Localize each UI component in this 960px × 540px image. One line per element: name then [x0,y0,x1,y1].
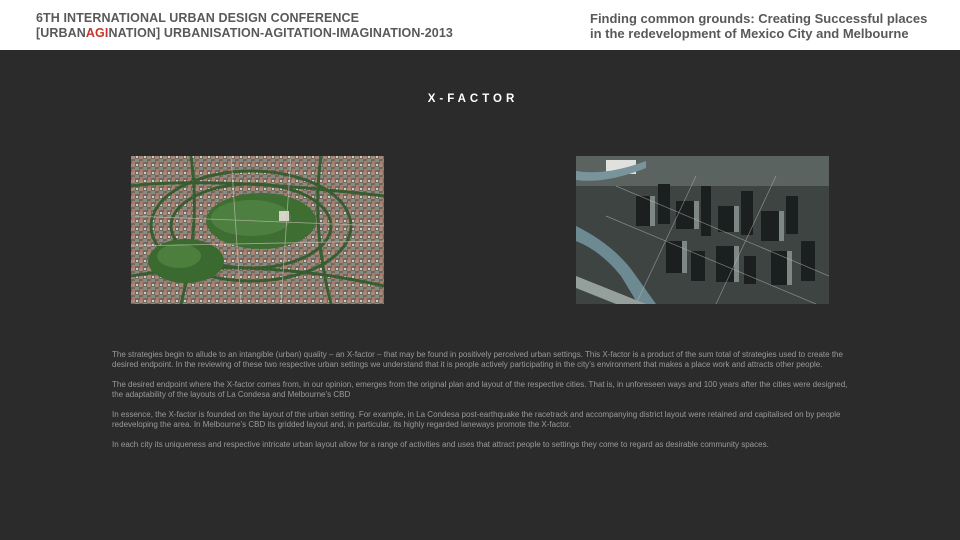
conference-line-2-post: NATION] URBANISATION-AGITATION-IMAGINATION-2013 [108,26,453,40]
conference-line-2-pre: [URBAN [36,26,86,40]
body-text [112,350,857,460]
body-paragraph-3: In essence, the X-factor is founded on the layout of the urban setting. For example, in La Condesa post-earthquake the racetrack and accompanying district layout were retained and capitalised on by people redeveloping the area. In Melbourne’s CBD its gridded layout and, in particular, its highly regarded laneways promote the X-factor. [112,410,841,429]
conference-line-2 [36,26,453,41]
subtitle-line-2: in the redevelopment of Mexico City and Melbourne [590,26,909,41]
conference-accent: AGI [85,26,109,40]
body-paragraph-4: In each city its uniqueness and respective intricate urban layout allow for a range of activities and uses that attract people to settings they come to regard as desirable community spaces. [112,440,769,449]
aerial-photo-la-condesa [131,156,384,304]
paper-subtitle [590,11,927,41]
conference-title [36,11,453,41]
slide-title: X-FACTOR [427,93,519,105]
conference-line-1: 6TH INTERNATIONAL URBAN DESIGN CONFERENCE [36,11,360,25]
subtitle-line-1: Finding common grounds: Creating Successful places [590,11,928,26]
body-paragraph-2: The desired endpoint where the X-factor comes from, in our opinion, emerges from the original plan and layout of the respective cities. That is, in unforeseen ways and 100 years after the cities were designed, the adaptability of the layouts of La Condesa and Melbourne’s CBD [112,380,848,399]
aerial-photo-melbourne-cbd [576,156,829,304]
body-paragraph-1: The strategies begin to allude to an intangible (urban) quality – an X-factor – that may be found in positively perceived urban settings. This X-factor is a product of the sum total of strategies used to create the desired endpoint. In the reviewing of these two respective urban settings we understand that it is people actively participating in the city’s environment that makes a place work and attracts other people. [112,350,843,369]
slide-header [0,0,960,50]
